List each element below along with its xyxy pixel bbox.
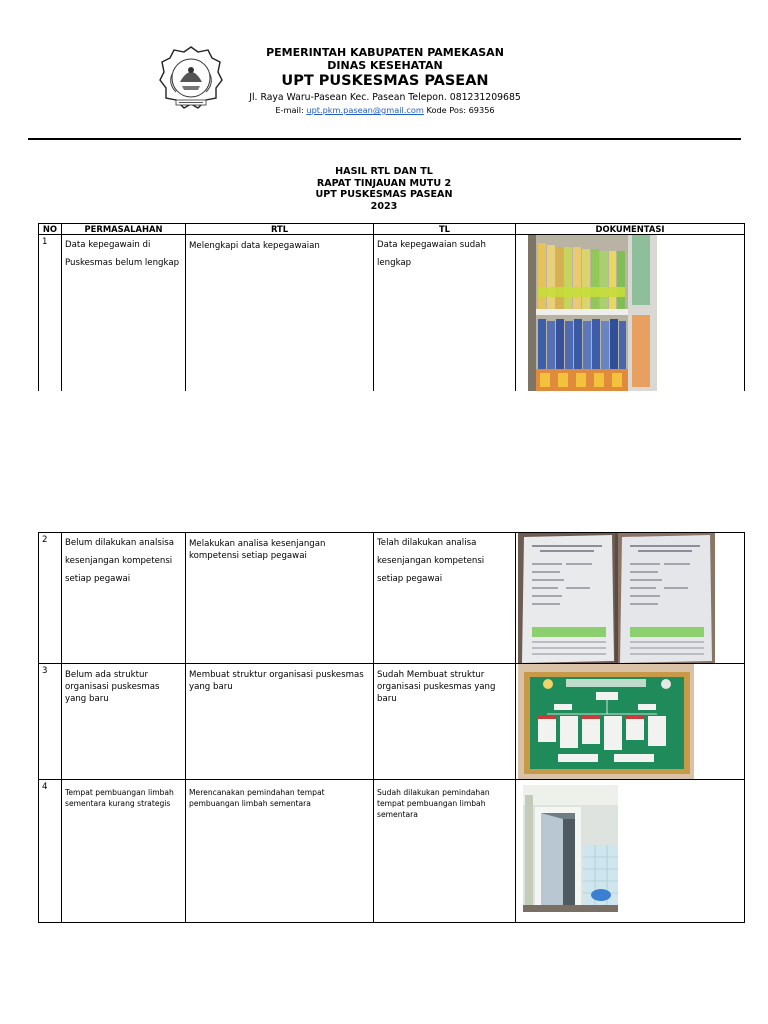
row-permasalahan: Data kepegawain di Puskesmas belum lengkap [62,235,186,391]
email-line [240,104,530,117]
title-year: 2023 [370,200,398,212]
row-rtl: Merencanakan pemindahan tempat pembuangan limbah sementara [186,780,374,923]
postcode: Kode Pos: 69356 [423,105,495,115]
address-line: Jl. Raya Waru-Pasean Kec. Pasean Telepon. 081231209685 [249,92,521,103]
table-row [39,235,745,391]
row-documentation [516,533,745,664]
row-permasalahan: Tempat pembuangan limbah sementara kurang strategis [62,780,186,923]
row-tl: Telah dilakukan analisa kesenjangan kompetensi setiap pegawai [374,533,516,664]
results-table-part-1 [38,223,745,391]
letterhead [240,46,530,117]
column-header-permasalahan: PERMASALAHAN [62,224,186,235]
row-documentation [516,664,745,780]
table-row [39,780,745,923]
results-table-part-2 [38,532,745,923]
row-tl: Data kepegawaian sudah lengkap [374,235,516,391]
row-number: 2 [39,533,62,664]
row-permasalahan: Belum dilakukan analsisa kesenjangan kompetensi setiap pegawai [62,533,186,664]
row-documentation [516,780,745,923]
institution-name: UPT PUSKESMAS PASEAN [281,73,489,89]
row-number: 1 [39,235,62,391]
binder-shelf-photo [528,235,657,391]
table-row [39,664,745,780]
column-header-rtl: RTL [186,224,374,235]
email-label: E-mail: [275,105,307,115]
waste-room-door-photo [523,785,618,912]
row-permasalahan: Belum ada struktur organisasi puskesmas yang baru [62,664,186,780]
row-rtl: Membuat struktur organisasi puskesmas yang baru [186,664,374,780]
row-rtl: Melakukan analisa kesenjangan kompetensi setiap pegawai [186,533,374,664]
column-header-tl: TL [374,224,516,235]
row-tl: Sudah Membuat struktur organisasi puskesmas yang baru [374,664,516,780]
row-documentation [516,235,745,391]
regency-emblem-icon [158,44,224,112]
email-link[interactable]: upt.pkm.pasean@gmail.com [306,105,424,115]
row-rtl: Melengkapi data kepegawaian [186,235,374,391]
row-number: 4 [39,780,62,923]
organization-chart-board-photo [518,664,694,780]
letterhead-divider [28,138,741,140]
column-header-dokumentasi: DOKUMENTASI [516,224,745,235]
row-number: 3 [39,664,62,780]
column-header-no: NO [39,224,62,235]
title-line-2: RAPAT TINJAUAN MUTU 2 [316,177,452,189]
document-title [234,166,534,212]
title-line-3: UPT PUSKESMAS PASEAN [315,189,453,200]
row-tl: Sudah dilakukan pemindahan tempat pembuangan limbah sementara [374,780,516,923]
table-header-row [39,224,745,235]
department-name: DINAS KESEHATAN [327,59,443,72]
title-line-1: HASIL RTL DAN TL [335,166,433,177]
government-name: PEMERINTAH KABUPATEN PAMEKASAN [266,46,504,59]
document-sheets-photo [518,533,715,664]
table-row [39,533,745,664]
